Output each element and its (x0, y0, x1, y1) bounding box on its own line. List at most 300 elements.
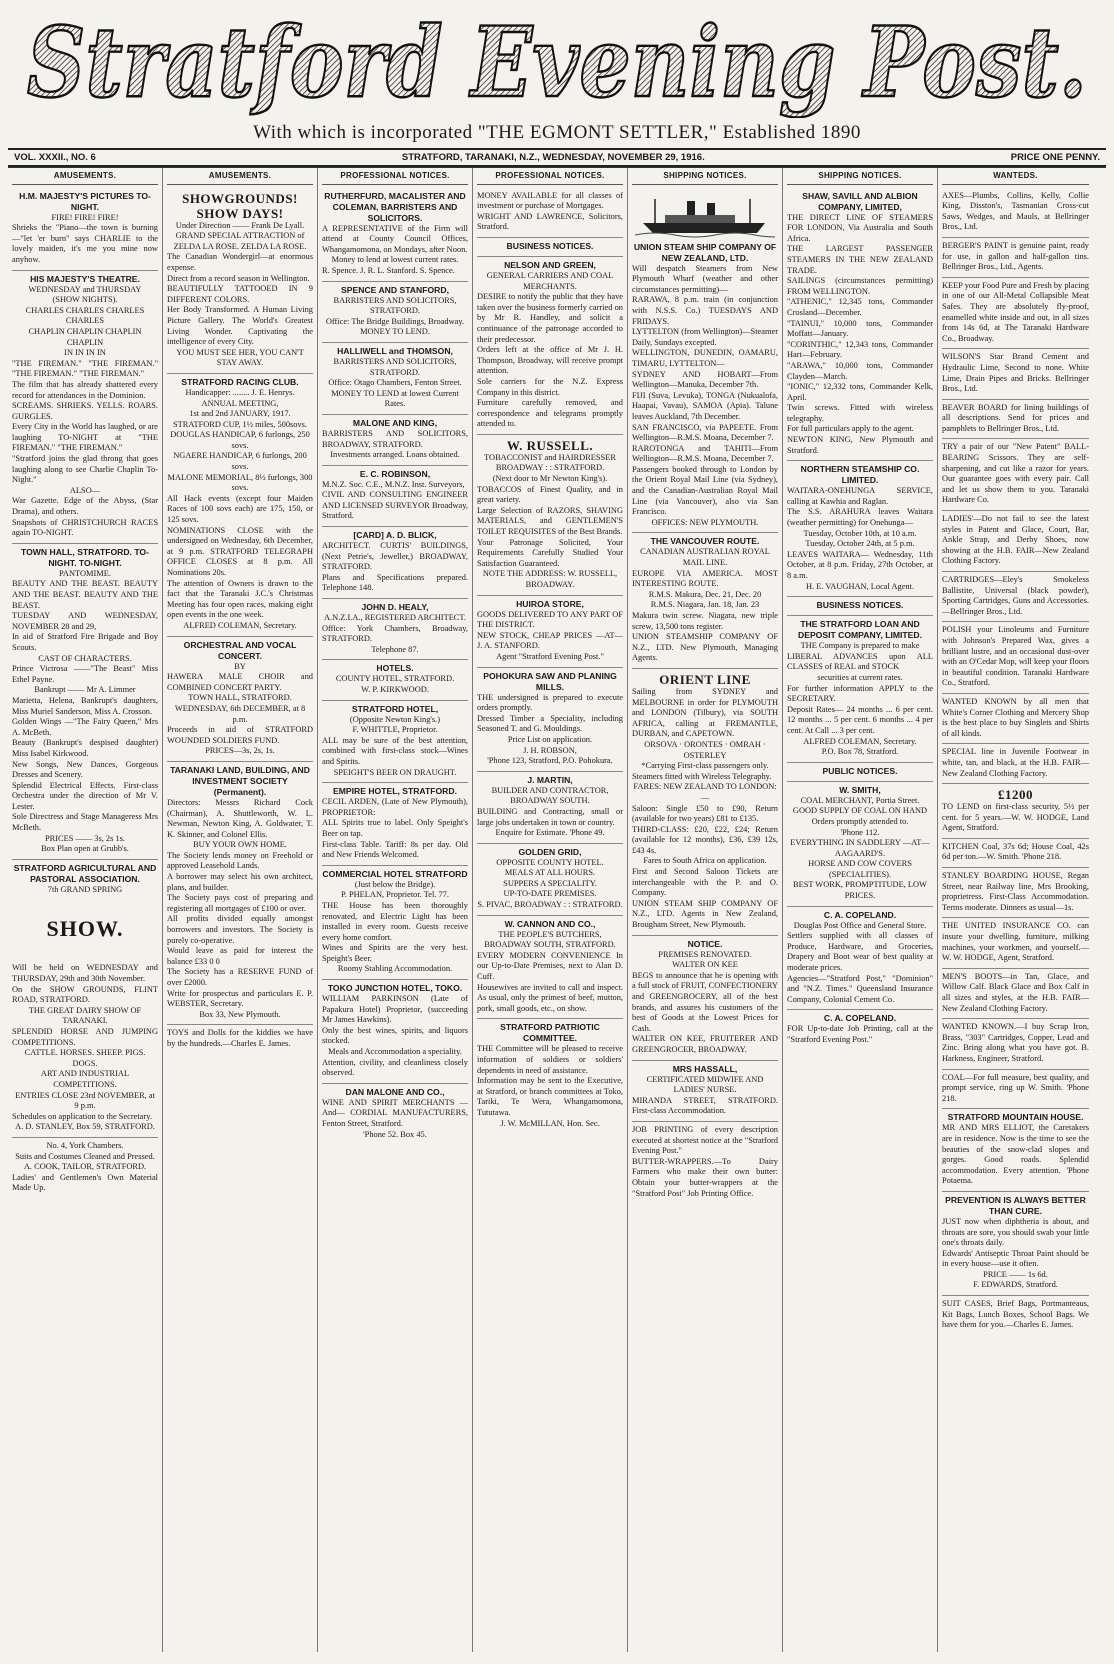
block-text: Office: Otago Chambers, Fenton Street. (328, 378, 462, 388)
block-text: War Gazette. Edge of the Abyss, (Star Drama), and others. (12, 496, 158, 517)
block-text: BEAVER BOARD for lining buildings of all descriptions. Send for prices and pamphlets to Bellringer Bros., Ltd. (942, 402, 1089, 433)
block-text: STANLEY BOARDING HOUSE, Regan Street, near Railway line, Mrs Brooking, proprietress. First-Class Accommodation. Terms moderate. Dinners as usual—1s. (942, 871, 1089, 912)
advertisement-block (322, 701, 468, 784)
block-text: Fares to South Africa on application. (643, 856, 767, 866)
block-text: Bankrupt —— Mr A. Limmer (34, 685, 136, 695)
advertisement-block (632, 188, 778, 534)
block-text: Only the best wines, spirits, and liquors stocked. (322, 1025, 468, 1046)
block-text: (Next door to Mr Newton King's). (492, 474, 608, 484)
block-text: Passengers booked through to London by the Orient Royal Mail Line (via Sydney), and the Canadian-Australian Royal Mail Line (via Vancouver), also via San Francisco. (632, 464, 778, 517)
block-text: Information may be sent to the Executive, at Stratford, or branch committees at Toko, Tariki, Te Wera, Whangamomona, Tututawa. (477, 1076, 623, 1117)
masthead-tagline: With which is incorporated "THE EGMONT SETTLER," Established 1890 (253, 122, 861, 143)
block-text: 'Phone 52. Box 45. (363, 1129, 427, 1139)
advertisement-block (942, 511, 1089, 572)
block-text: "Stratford joins the glad throng that goes laughing along to see Charlie Chaplin To-Night." (12, 454, 158, 485)
block-text: ALFRED COLEMAN, Secretary. (183, 620, 297, 630)
block-text: Proceeds in aid of STRATFORD WOUNDED SOLDIERS FUND. (167, 725, 313, 745)
block-text: (Just below the Bridge). (354, 879, 436, 889)
block-text: Your Patronage Solicited, Your Requirements Carefully Studied Your Satisfaction Guaranteed. (477, 537, 623, 568)
block-text: All Hack events (except four Maiden Races of 100 sovs each) are 175, 150, or 125 sovs. (167, 493, 313, 525)
block-title: STRATFORD RACING CLUB. (181, 376, 299, 387)
block-text: SPLENDID HORSE AND JUMPING COMPETITIONS. (12, 1027, 158, 1047)
block-text: COAL MERCHANT, Portia Street. (800, 795, 920, 805)
advertisement-block (632, 1061, 778, 1122)
block-text: A. COOK, TAILOR, STRATFORD. (23, 1162, 147, 1172)
column-3 (318, 168, 473, 1652)
block-text: TRY a pair of our "New Patent" BALL-BEARING Scissors. They are self-sharpening, and cut like a razor for years. Our guarantee goes with every pair. Call and let us show them to you. Taranaki Hardware Co. (942, 442, 1089, 505)
block-text: CHAPLIN CHAPLIN CHAPLIN CHAPLIN (28, 326, 142, 347)
block-text: "ATHENIC," 12,345 tons, Commander Crosland—December. (787, 297, 933, 317)
block-title: EMPIRE HOTEL, STRATFORD. (333, 786, 457, 797)
block-text: CAST OF CHARACTERS. (38, 653, 132, 663)
block-title: [CARD] A. D. BLICK, (353, 530, 437, 541)
block-text: THE PEOPLE'S BUTCHERS, (498, 929, 602, 939)
block-text: Golden Wings —"The Fairy Queen," Mrs A. McBeth. (12, 717, 158, 737)
block-text: Office: York Chambers, Broadway, STRATFORD. (322, 623, 468, 644)
advertisement-block (787, 461, 933, 597)
advertisement-block (322, 188, 468, 282)
block-title: HIS MAJESTY'S THEATRE. (30, 273, 140, 284)
block-text: Write for prospectus and particulars E. P. WEBSTER, Secretary. (167, 988, 313, 1009)
column-heading: SHIPPING NOTICES. (787, 168, 933, 185)
block-text: HAWERA MALE CHOIR and COMBINED CONCERT PARTY. (167, 672, 313, 692)
block-text: MIRANDA STREET, STRATFORD. First-class Accommodation. (632, 1095, 778, 1116)
advertisement-block (12, 1138, 158, 1198)
block-text: SCREAMS. SHRIEKS. YELLS. ROARS. GURGLES. (12, 401, 158, 421)
block-text: UNION STEAM SHIP COMPANY OF N.Z., LTD. Agents in New Zealand, Brougham Street, New Plymouth. (632, 898, 778, 930)
advertisement-block (632, 936, 778, 1061)
block-title: W. SMITH, (839, 784, 881, 795)
block-text: BARRISTERS AND SOLICITORS, STRATFORD. (333, 295, 457, 316)
block-text: NOTE THE ADDRESS: W. RUSSELL, BROADWAY. (482, 569, 618, 589)
block-text: Would leave as paid for interest the balance £33 0 0 (167, 946, 313, 966)
block-text: The Canadian Wondergirl—at enormous expense. (167, 252, 313, 272)
advertisement-block (12, 271, 158, 544)
block-text: BUTTER-WRAPPERS.—To Dairy Farmers who make their own butter: Obtain your butter-wrappers at the "Stratford Post" Job Printing Office. (632, 1156, 778, 1198)
block-text: Direct from a record season in Wellington. (167, 273, 310, 283)
block-text: BUILDING and Contracting, small or large jobs undertaken in town or country. (477, 806, 623, 827)
block-text: Office: The Bridge Buildings, Broadway. (325, 316, 465, 326)
block-text: 'Phone 123, Stratford, P.O. Pohokura. (487, 756, 613, 766)
block-text: THE UNITED INSURANCE CO. can insure your dwelling, furniture, milking machines, your workmen, and yourself.—W. W. HODGE, Agent, Stratford. (942, 921, 1089, 963)
block-text: 7th GRAND SPRING (47, 884, 123, 894)
block-text: WALTER ON KEE (672, 960, 738, 970)
block-text: No. 4, York Chambers. (46, 1140, 124, 1150)
block-text: DOUGLAS HANDICAP, 6 furlongs, 250 sovs. (170, 430, 310, 450)
advertisement-block (167, 374, 313, 637)
block-text: The film that has already shattered every record for attendances in the Dominion. (12, 379, 158, 400)
block-title: MRS HASSALL, (672, 1063, 738, 1074)
block-text: ALL Spirits true to label. Only Speight's Beer on tap. (322, 818, 468, 838)
place-and-date: STRATFORD, TARANAKI, N.Z., WEDNESDAY, NOVEMBER 29, 1916. (401, 152, 705, 163)
block-text: Handicapper: ........ J. E. Henrys. (185, 387, 295, 397)
block-title: TARANAKI LAND, BUILDING, AND INVESTMENT SOCIETY (Permanent). (170, 764, 310, 797)
block-text: CANADIAN AUSTRALIAN ROYAL MAIL LINE. (640, 547, 770, 568)
advertisement-block (322, 599, 468, 660)
advertisement-block (477, 238, 623, 257)
block-text: SHOW. (46, 916, 124, 942)
advertisement-block (787, 907, 933, 1011)
block-text: NEWTON KING, New Plymouth and Stratford. (787, 435, 933, 455)
block-text: BARRISTERS AND SOLICITORS, STRATFORD. (333, 356, 457, 377)
block-text: Edwards' Antiseptic Throat Paint should be in every house—use it often. (942, 1248, 1089, 1269)
block-text: WALTER ON KEE, FRUITERER AND GREENGROCER, BROADWAY. (632, 1034, 778, 1054)
block-text: First and Second Saloon Tickets are interchangeable with the P. and O. Company. (632, 867, 778, 898)
columns-container (8, 167, 1106, 1652)
block-title: DAN MALONE AND CO., (345, 1086, 445, 1097)
block-text: WILSON'S Star Brand Cement and Hydraulic Lime, Second to none. White Lime, Drain Pipes and Bricks. Bellringer Bros., Ltd. (942, 352, 1089, 394)
block-text: JOB PRINTING of every description executed at shortest notice at the "Stratford Evening Post." (632, 1124, 778, 1156)
column-4 (473, 168, 628, 1652)
block-text: PANTOMIME. (59, 568, 111, 578)
advertisement-block (942, 572, 1089, 622)
block-text: TOBACCONIST and HAIRDRESSER (484, 452, 616, 462)
block-title: PREVENTION IS ALWAYS BETTER THAN CURE. (945, 1194, 1086, 1216)
block-text: MONEY TO LEND at lowest Current Rates. (331, 388, 459, 409)
advertisement-block (942, 238, 1089, 278)
masthead-title: Stratford Evening Post. (27, 6, 1087, 118)
block-text: THE undersigned is prepared to execute orders promptly. (477, 692, 623, 713)
block-title: BUSINESS NOTICES. (506, 240, 594, 251)
block-text: MEN'S BOOTS—in Tan, Glace, and Willow Calf. Black Glace and Box Calf in all sizes and styles, at the H.B. FAIR—New Zealand Clothing Factory. (942, 971, 1089, 1013)
block-text: Snapshots of CHRISTCHURCH RACES again TO-NIGHT. (12, 517, 158, 538)
block-text: For full particulars apply to the agent. (787, 424, 914, 434)
block-text: KITCHEN Coal, 37s 6d; House Coal, 42s 6d per ton.—W. Smith. 'Phone 218. (942, 841, 1089, 862)
block-title: HUIROA STORE, (516, 598, 584, 609)
advertisement-block (787, 782, 933, 907)
block-text: Her Body Transformed. A Human Living Picture Gallery. The World's Greatest Living Wonder. Captivating the intelligence of every City. (167, 305, 313, 347)
advertisement-block (322, 660, 468, 700)
block-text: A.N.Z.I.A., REGISTERED ARCHITECT. (324, 613, 466, 623)
block-text: Box Plan open at Grubb's. (41, 844, 129, 854)
advertisement-block (942, 400, 1089, 440)
masthead-title-art (12, 0, 1102, 118)
block-text: ALL may be sure of the best attention, combined with first-class stock—Wines and Spirits. (322, 735, 468, 766)
advertisement-block (477, 257, 623, 435)
advertisement-block (942, 1109, 1089, 1192)
block-text: Dressed Timber a Speciality, including Seasoned T. and G. Mouldings. (477, 713, 623, 734)
block-title: SHOWGROUNDS! SHOW DAYS! (182, 190, 298, 221)
block-text: GOODS DELIVERED TO ANY PART OF THE DISTRICT. (477, 609, 623, 630)
advertisement-block (167, 637, 313, 762)
block-text: Shrieks the "Piano—the town is burning—"let 'er burn" says CHARLIE to the lovely maiden, it's me you mine now anyhow. (12, 223, 158, 264)
block-title: SPENCE AND STANFORD, (341, 284, 449, 295)
block-title: POHOKURA SAW AND PLANING MILLS. (483, 670, 617, 692)
block-title: COMMERCIAL HOTEL STRATFORD (322, 868, 468, 879)
volume-number: VOL. XXXII., NO. 6 (14, 152, 96, 163)
block-text: Tuesday, October 24th, at 5 p.m. (805, 539, 915, 549)
advertisement-block (12, 188, 158, 271)
block-title: RUTHERFURD, MACALISTER AND COLEMAN, BARRISTERS AND SOLICITORS. (324, 190, 466, 223)
advertisement-block (477, 844, 623, 916)
block-text: Sole carriers for the N.Z. Express Company in this district. (477, 376, 623, 397)
advertisement-block (477, 668, 623, 772)
block-text: "ARAWA," 10,000 tons, Commander Clayden—March. (787, 360, 933, 381)
advertisement-block (632, 533, 778, 669)
block-text: EUROPE VIA AMERICA. MOST INTERESTING ROUTE. (632, 568, 778, 589)
block-text: Beauty (Bankrupt's despised daughter) Miss Isabel Kirkwood. (12, 738, 158, 758)
block-text: BUILDER AND CONTRACTOR, BROADWAY SOUTH. (491, 785, 609, 806)
block-text: "TAINUI," 10,000 tons, Commander Moffatt—January. (787, 318, 933, 339)
block-text: ANNUAL MEETING, (201, 398, 279, 408)
block-text: WANTED KNOWN.—I buy Scrap Iron, Brass, "303" Cartridges, Copper, Lead and Zinc. Bring along what you have got. B. Harkness, Engineer, Stratford. (942, 1022, 1089, 1063)
block-text: Agent "Stratford Evening Post." (496, 651, 604, 661)
block-text: SAN FRANCISCO, via PAPEETE. From Wellington—R.M.S. Moana, December 7. (632, 422, 778, 443)
block-text: LYTTELTON (from Wellington)—Steamer Daily, Sundays excepted. (632, 327, 778, 347)
block-text: SUPPERS A SPECIALITY. (503, 878, 597, 888)
block-title: GOLDEN GRID, (518, 846, 582, 857)
block-title: JOHN D. HEALY, (361, 602, 429, 613)
block-text: Prince Victrosa ——"The Beast" Miss Ethel Payne. (12, 664, 158, 684)
block-text: OFFICES: NEW PLYMOUTH. (651, 517, 759, 527)
advertisement-block (787, 188, 933, 462)
block-text: "THE FIREMAN." "THE FIREMAN." "THE FIREMAN." "THE FIREMAN." (12, 358, 158, 379)
advertisement-block (942, 1192, 1089, 1296)
block-text: Furniture carefully removed, and correspondence and telegrams promptly attended to. (477, 398, 623, 429)
block-text: Wines and Spirits are the very best. Speight's Beer. (322, 943, 468, 963)
block-text: A. D. STANLEY, Box 59, STRATFORD. (15, 1122, 155, 1132)
block-text: Orders promptly attended to. (811, 816, 909, 826)
block-text: CARTRIDGES—Eley's Smokeless Ballistite, Universal (black powder), Sporting Cartridges, Guns and Accessories.—Bellringer Bros., Ltd. (942, 575, 1089, 616)
block-text: SPEIGHT'S BEER ON DRAUGHT. (333, 767, 457, 777)
block-text: WEDNESDAY, 6th DECEMBER, at 8 p.m. (174, 703, 306, 724)
block-text: AXES—Plumbs, Collins, Kelly, Collie King, Disston's, Tasmanian Cross-cut Saws, Wedges, and Mauls, at Bellringer Bros., Ltd. (942, 190, 1089, 232)
block-title: NELSON AND GREEN, (504, 259, 596, 270)
block-text: WILLIAM PARKINSON (Late of Papakura Hotel) Proprietor, (succeeding Mr James Hawkins). (322, 994, 468, 1025)
block-text: UNION STEAMSHIP COMPANY OF N.Z., LTD. New Plymouth, Managing Agents. (632, 632, 778, 663)
block-text: GOOD SUPPLY OF COAL ON HAND (792, 806, 928, 816)
block-title: PUBLIC NOTICES. (822, 765, 898, 776)
column-6 (783, 168, 938, 1652)
advertisement-block (167, 762, 313, 1025)
advertisement-block (477, 916, 623, 1020)
block-title: C. A. COPELAND. (823, 1013, 897, 1024)
block-text: JUST now when diphtheria is about, and throats are sore, you should swab your little one's throats daily. (942, 1216, 1089, 1248)
column-heading: WANTEDS. (942, 168, 1089, 185)
block-text: Twin screws. Fitted with wireless telegraphy. (787, 403, 933, 423)
block-text: CERTIFICATED MIDWIFE AND LADIES' NURSE. (646, 1074, 764, 1095)
block-text: J. H. ROBSON, (523, 745, 577, 755)
block-text: RAROTONGA and TAHITI—From Wellington—R.M.S. Moana, December 7. (632, 443, 778, 464)
block-text: Meals and Accommodation a speciality. (328, 1047, 462, 1057)
block-text: The Society lends money on Freehold or approved Leasehold Lands. (167, 850, 313, 871)
block-text: THE LARGEST PASSENGER STEAMERS IN THE NEW ZEALAND TRADE. (787, 244, 933, 275)
block-text: (SHOW NIGHTS). (52, 295, 118, 305)
advertisement-block (322, 415, 468, 466)
advertisement-block (632, 669, 778, 936)
advertisement-block (787, 597, 933, 616)
block-text: PRICES—3s, 2s, 1s. (205, 746, 275, 756)
block-text: ART AND INDUSTRIAL COMPETITIONS. (40, 1069, 130, 1089)
block-text: WANTED KNOWN by all men that White's Corner Clothing and Mercery Shop is the best place to buy Singlets and Shirts of all kinds. (942, 696, 1089, 738)
block-text: MEALS AT ALL HOURS. (504, 868, 596, 878)
block-text: The Society has a RESERVE FUND of over £2000. (167, 967, 313, 987)
block-text: WAITARA-ONEHUNGA SERVICE, calling at Kawhia and Raglan. (787, 486, 933, 506)
block-title: ORCHESTRAL AND VOCAL CONCERT. (183, 639, 297, 661)
block-text: CHARLES CHARLES CHARLES CHARLES (25, 305, 145, 326)
block-text: *Carrying First-class passengers only. (641, 761, 769, 771)
block-text: Settlers supplied with all classes of Produce, Hardware, and Groceries, Drapery and Boot wear of best quality at moderate prices. (787, 931, 933, 973)
advertisement-block (787, 763, 933, 782)
block-text: RARAWA, 8 p.m. train (in conjunction with N.S.S. Co.) TUESDAYS AND FRIDAYS. (632, 295, 778, 326)
block-title: £1200 (998, 787, 1033, 803)
block-text: ORSOVA · ORONTES · OMRAH · OSTERLEY (644, 739, 766, 760)
block-text: COAL—For full measure, best quality, and prompt service, ring up W. Smith. 'Phone 218. (942, 1072, 1089, 1103)
block-text: Splendid Electrical Effects. First-class Orchestra under the direction of Mr V. Lester. (12, 780, 158, 811)
block-text: The Society pays cost of preparing and registering all mortgages of £100 or over. (167, 893, 313, 913)
block-text: EVERY MODERN CONVENIENCE In our Up-to-Date Premises, next to Alan D. Cuff. (477, 950, 623, 982)
advertisement-block (322, 980, 468, 1084)
block-text: FIRE! FIRE! FIRE! (51, 212, 119, 222)
advertisement-block (322, 1084, 468, 1144)
block-title: THE VANCOUVER ROUTE. (650, 536, 760, 547)
block-text: WRIGHT AND LAWRENCE, Solicitors, Stratford. (477, 211, 623, 232)
block-text: STRATFORD CUP, 1½ miles, 500sovs. (172, 419, 308, 429)
block-text: CIVIL AND CONSULTING ENGINEER AND LICENSED SURVEYOR Broadway, Stratford. (322, 490, 468, 521)
column-heading: AMUSEMENTS. (12, 168, 158, 185)
block-text: GENERAL CARRIERS AND COAL MERCHANTS. (486, 270, 614, 291)
advertisement-block (942, 918, 1089, 968)
block-text: Plans and Specifications prepared. Telephone 148. (322, 572, 468, 593)
block-text: LADIES'—Do not fail to see the latest styles in Patent and Glace, Court, Bar, Ankle Strap, and Derby Shoes, now showing at the H.B. FAIR—New Zealand Clothing Factory. (942, 514, 1089, 566)
block-text: YOU MUST SEE HER, YOU CAN'T STAY AWAY. (176, 347, 304, 368)
block-text: Schedules on application to the Secretary. (12, 1111, 152, 1121)
masthead (8, 0, 1106, 120)
block-text: Housewives are invited to call and inspect. As usual, only the primest of beef, mutton, pork, small goods, etc., on show. (477, 982, 623, 1013)
block-text: Every City in the World has laughed, or are laughing TO-NIGHT at "THE FIREMAN." "THE FIREMAN." (12, 422, 158, 453)
block-text: The attention of Owners is drawn to the fact that the Taranaki J.C.'s Christmas Meeting has four open races, making eight open events in the one week. (167, 578, 313, 620)
steamship-illustration (635, 193, 775, 239)
block-text: BEST WORK, PROMPTITUDE, LOW PRICES. (793, 880, 927, 901)
block-title: ORIENT LINE (659, 671, 751, 687)
advertisement-block (12, 860, 158, 1138)
price: PRICE ONE PENNY. (1010, 152, 1100, 163)
block-text: NOMINATIONS CLOSE with the undersigned on Wednesday, 6th December, at 9 p.m. STRATFORD TELEGRAPH OFFICE CLOSES at 8 p.m. All Nominations 20s. (167, 525, 313, 577)
block-text: THE GREAT DAIRY SHOW OF TARANAKI. (28, 1005, 142, 1026)
block-title: H.M. MAJESTY'S PICTURES TO-NIGHT. (19, 190, 151, 212)
block-text: J. W. McMILLAN, Hon. Sec. (500, 1118, 600, 1128)
block-text: BERGER'S PAINT is genuine paint, ready for use, in gallon and half-gallon tins. Bellringer Bros., Ltd., Agents. (942, 240, 1089, 272)
block-text: ALSO— (69, 485, 101, 495)
block-text: LIBERAL ADVANCES upon ALL CLASSES of REAL and STOCK (787, 651, 933, 672)
block-text: Attention, civility, and cleanliness closely observed. (322, 1057, 468, 1078)
block-title: MALONE AND KING, (352, 417, 438, 428)
block-text: MALONE MEMORIAL, 8½ furlongs, 300 sovs. (167, 472, 313, 493)
column-heading: PROFESSIONAL NOTICES. (477, 168, 623, 185)
block-text: MONEY AVAILABLE for all classes of investment or purchase of Mortgages. (477, 190, 623, 211)
advertisement-block (322, 466, 468, 527)
block-text: Makura twin screw. Niagara, new triple screw, 13,500 tons register. (632, 611, 778, 631)
block-text: securities at current rates. (817, 672, 903, 682)
advertisement-block (477, 435, 623, 596)
block-title: HALLIWELL and THOMSON, (337, 345, 453, 356)
block-text: In aid of Stratford Fire Brigade and Boy Scouts. (12, 632, 158, 652)
block-text: Under Direction —— Frank De Lyall. (175, 220, 305, 230)
advertisement-block (322, 783, 468, 866)
advertisement-block (942, 868, 1089, 918)
column-1 (8, 168, 163, 1652)
block-text: M.N.Z. Soc. C.E., M.N.Z. Inst. Surveyors, (322, 479, 465, 489)
advertisement-block (787, 1010, 933, 1049)
block-title: W. RUSSELL. (506, 437, 594, 453)
advertisement-block (322, 527, 468, 599)
block-text: S. PIVAC, BROADWAY : : STRATFORD. (477, 900, 623, 910)
block-text: W. P. KIRKWOOD. (361, 685, 429, 694)
block-text: ENTRIES CLOSE 23rd NOVEMBER, at 9 p.m. (15, 1090, 155, 1111)
advertisement-block (942, 839, 1089, 868)
block-text: All profits divided equally amongst borrowers and investors. The Society is purely co-operative. (167, 914, 313, 945)
block-text: THE Company is prepared to make (800, 641, 920, 651)
block-text: For further information APPLY to the SECRETARY. (787, 683, 933, 704)
block-text: ARCHITECT. CURTIS' BUILDINGS, (Next Petrie's, Jeweller,) BROADWAY, STRATFORD. (322, 541, 468, 572)
block-text: TUESDAY AND WEDNESDAY, NOVEMBER 28 and 29, (12, 611, 158, 631)
dateline-bar (8, 148, 1106, 167)
block-text: OPPOSITE COUNTY HOTEL. (496, 857, 604, 867)
advertisement-block (942, 1296, 1089, 1335)
advertisement-block (942, 784, 1089, 839)
block-text: FARES: NEW ZEALAND TO LONDON:— (633, 782, 777, 802)
block-text: BEGS to announce that he is opening with a full stock of FRUIT, CONFECTIONERY and GREENGROCERY, all of the best brands, and assures his customers of the best of Goods at the Lowest Prices for Cash. (632, 970, 778, 1033)
block-text: HORSE AND COW COVERS (SPECIALITIES). (808, 859, 912, 879)
block-text: Sailing from SYDNEY and MELBOURNE in order for PLYMOUTH and LONDON (Tilbury), via SOUTH AFRICA, calling at FREMANTLE, DURBAN, and CAPETOWN. (632, 686, 778, 739)
block-text: Saloon: Single £50 to £90, Return (available for two years) £81 to £135. (632, 803, 778, 824)
block-text: CECIL ARDEN, (Late of New Plymouth), PROPRIETOR: (322, 797, 468, 817)
block-text: SPECIAL line in Juvenile Footwear in white, tan, and black, at the H.B. FAIR—New Zealand Clothing Factory. (942, 747, 1089, 778)
block-title: STRATFORD HOTEL, (351, 703, 439, 714)
block-text: Will be held on WEDNESDAY and THURSDAY, 29th and 30th November. (12, 963, 158, 984)
block-text: BEAUTIFULLY TATTOOED IN 9 DIFFERENT COLORS. (167, 284, 313, 304)
block-title: NOTICE. (687, 938, 723, 949)
block-text: Money to lend at lowest current rates. (331, 255, 459, 265)
advertisement-block (322, 282, 468, 343)
block-title: NORTHERN STEAMSHIP CO. LIMITED. (800, 464, 920, 486)
block-text: Agencies—"Stratford Post," "Dominion" and "N.Z. Times." Queensland Insurance Company, Colonial Cement Co. (787, 973, 933, 1004)
advertisement-block (632, 1122, 778, 1203)
block-title: BUSINESS NOTICES. (816, 600, 904, 611)
block-text: PRICE —— 1s 6d. (983, 1269, 1048, 1279)
advertisement-block (942, 744, 1089, 784)
block-title: E. C. ROBINSON, (359, 468, 431, 479)
block-text: Enquire for Estimate. 'Phone 49. (495, 828, 605, 838)
block-text: WINE AND SPIRIT MERCHANTS —And— CORDIAL MANUFACTURERS, Fenton Street, Stratford. (322, 1097, 468, 1128)
block-text: (Opposite Newton King's.) (349, 714, 441, 724)
block-text: BY (234, 661, 246, 671)
block-text: THE Committee will be pleased to receive information of soldiers or soldiers' dependents in need of assistance. (477, 1044, 623, 1075)
block-text: FOR Up-to-date Job Printing, call at the "Stratford Evening Post." (787, 1024, 933, 1044)
block-text: SUIT CASES, Brief Bags, Portmanteaus, Kit Bags, Lunch Boxes, School Bags. We have them for you.—Charles E. James. (942, 1299, 1089, 1330)
block-text: On the SHOW GROUNDS, FLINT ROAD, STRATFORD. (12, 984, 158, 1005)
block-text: Sole Directress and Stage Manageress Mrs McBeth. (12, 812, 158, 833)
block-text: R.M.S. Makura, Dec. 21, Dec. 20 (648, 589, 762, 599)
block-title: J. MARTIN, (527, 774, 573, 785)
block-text: THE DIRECT LINE OF STEAMERS FOR LONDON, Via Australia and South Africa. (787, 212, 933, 243)
block-text: H. E. VAUGHAN, Local Agent. (805, 581, 915, 591)
block-title: TOKO JUNCTION HOTEL, TOKO. (327, 983, 463, 994)
block-text: BROADWAY SOUTH, STRATFORD. (484, 940, 616, 950)
advertisement-block (942, 1070, 1089, 1110)
block-text: COUNTY HOTEL, STRATFORD. (335, 674, 455, 684)
advertisement-block (942, 1019, 1089, 1069)
column-heading: PROFESSIONAL NOTICES. (322, 168, 468, 185)
advertisement-block (477, 596, 623, 668)
block-text: GRAND SPECIAL ATTRACTION of (175, 231, 305, 241)
block-title: THE STRATFORD LOAN AND DEPOSIT COMPANY, LIMITED. (798, 619, 922, 641)
block-text: Suits and Costumes Cleaned and Pressed. (15, 1151, 155, 1161)
column-heading: AMUSEMENTS. (167, 168, 313, 185)
block-text: KEEP your Food Pure and Fresh by placing in one of our All-Metal Collapsible Meat Safes. They are absolutely fly-proof, enamelled white inside and out, in all sizes from 14s 6d, at The Taranaki Hardware Co., Broadway. (942, 280, 1089, 343)
block-text: TO LEND on first-class security, 5½ per cent. for 5 years.—W. W. HODGE, Land Agent, Stratford. (942, 802, 1089, 833)
block-title: STRATFORD AGRICULTURAL AND PASTORAL ASSOCIATION. (13, 862, 157, 884)
